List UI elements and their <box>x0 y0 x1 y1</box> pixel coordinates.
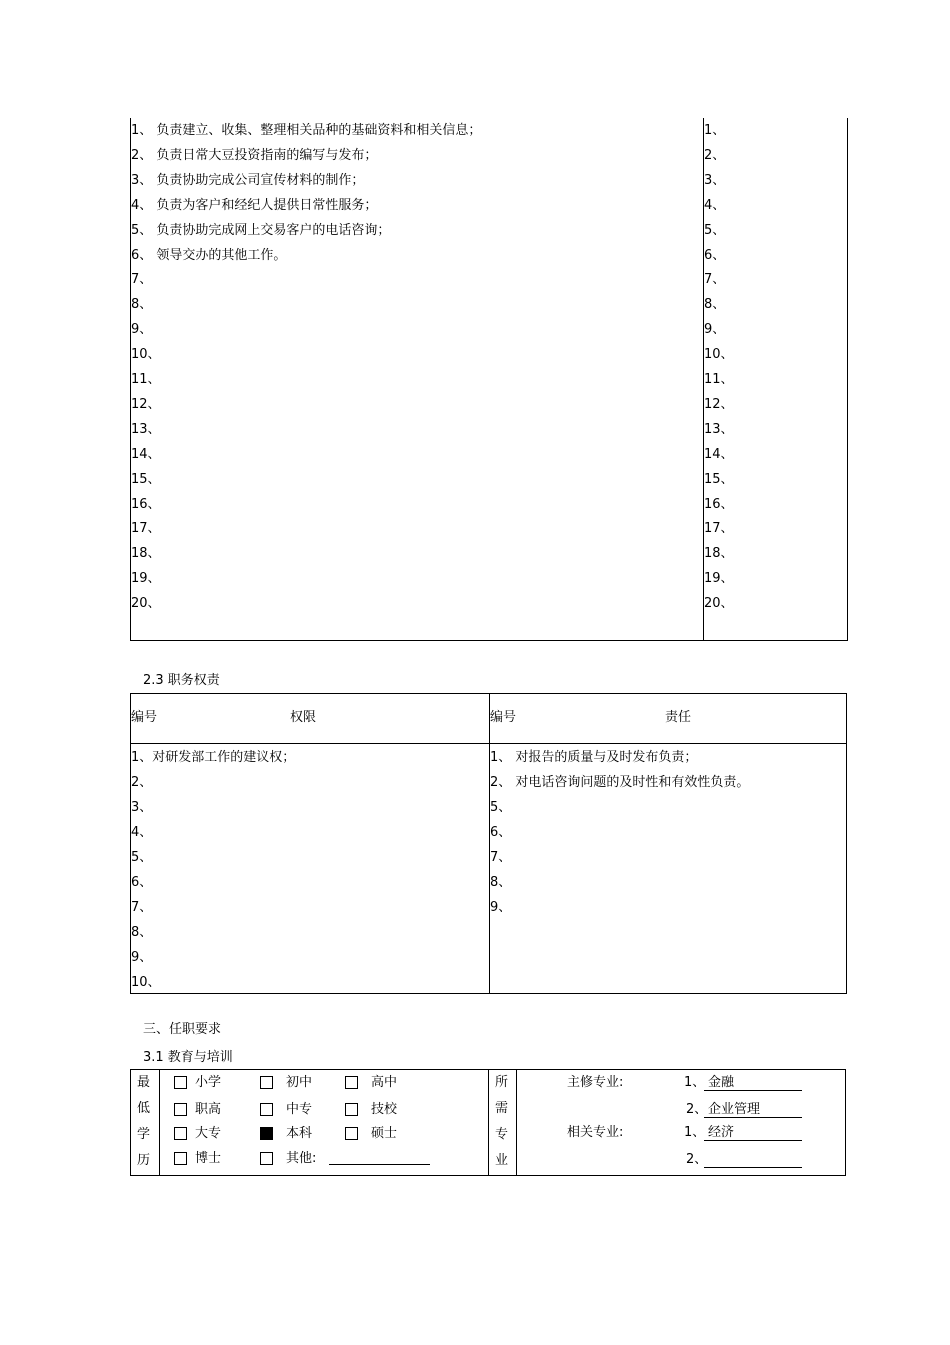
duty-number-item: 9、 <box>704 322 726 338</box>
authority-item: 3、 <box>131 800 153 815</box>
section-title-3-1: 3.1 教育与培训 <box>143 1050 233 1065</box>
duty-number-item: 13、 <box>704 421 734 437</box>
duty-item: 9、 <box>131 322 153 338</box>
education-checkbox[interactable] <box>345 1103 358 1116</box>
responsibility-item: 6、 <box>490 825 512 840</box>
header-number-left: 编号 <box>131 710 158 725</box>
duty-number-item: 19、 <box>704 571 734 587</box>
education-checkbox[interactable] <box>260 1127 273 1140</box>
duty-item: 15、 <box>131 471 161 487</box>
related-major-label: 相关专业: <box>567 1125 624 1140</box>
main-major-label: 主修专业: <box>567 1075 624 1090</box>
major-label-char: 所 <box>495 1075 509 1090</box>
duty-item: 13、 <box>131 421 161 437</box>
major-value-field[interactable]: 金融 <box>704 1075 802 1091</box>
duty-number-item: 15、 <box>704 471 734 487</box>
duty-item: 3、 负责协助完成公司宣传材料的制作； <box>131 172 365 188</box>
education-option-label: 其他: <box>286 1151 317 1166</box>
duties-left-column <box>131 122 701 622</box>
education-checkbox[interactable] <box>260 1152 273 1165</box>
duty-item: 8、 <box>131 297 153 313</box>
duty-number-item: 20、 <box>704 596 734 612</box>
education-checkbox[interactable] <box>174 1127 187 1140</box>
table-border-right <box>847 118 848 641</box>
duty-number-item: 10、 <box>704 347 734 363</box>
authority-item: 6、 <box>131 875 153 890</box>
duty-item: 5、 负责协助完成网上交易客户的电话咨询； <box>131 222 391 238</box>
responsibility-item: 5、 <box>490 800 512 815</box>
duty-number-item: 7、 <box>704 272 726 288</box>
edu-major-divider <box>488 1069 489 1176</box>
section-title-3: 三、任职要求 <box>143 1022 222 1037</box>
major-number: 2、 <box>686 1102 708 1117</box>
education-option-label: 高中 <box>371 1075 398 1090</box>
authority-item: 2、 <box>131 775 153 790</box>
duty-number-item: 4、 <box>704 197 726 213</box>
education-option-label: 小学 <box>195 1075 222 1090</box>
duty-item: 1、 负责建立、收集、整理相关品种的基础资料和相关信息； <box>131 123 482 138</box>
education-checkbox[interactable] <box>174 1076 187 1089</box>
education-checkbox[interactable] <box>174 1152 187 1165</box>
major-value-field[interactable]: 企业管理 <box>704 1102 802 1118</box>
duty-item: 6、 领导交办的其他工作。 <box>131 247 287 263</box>
education-option-label: 本科 <box>286 1126 313 1141</box>
other-education-field[interactable] <box>329 1148 430 1165</box>
duty-item: 17、 <box>131 521 161 537</box>
responsibility-item: 1、 对报告的质量与及时发布负责； <box>490 750 698 765</box>
responsibility-item: 9、 <box>490 900 512 915</box>
duty-item: 14、 <box>131 446 161 462</box>
major-label-char: 需 <box>495 1101 509 1116</box>
duty-item: 18、 <box>131 546 161 562</box>
major-value-field[interactable] <box>704 1152 802 1168</box>
duty-number-item: 14、 <box>704 446 734 462</box>
edu-label-char: 低 <box>137 1101 151 1116</box>
education-option-label: 技校 <box>371 1102 398 1117</box>
duty-number-item: 5、 <box>704 222 726 238</box>
education-checkbox[interactable] <box>260 1103 273 1116</box>
table-border-bottom <box>130 640 848 641</box>
authority-item: 9、 <box>131 950 153 965</box>
duty-number-item: 11、 <box>704 372 734 387</box>
duty-item: 19、 <box>131 571 161 587</box>
duty-item: 2、 负责日常大豆投资指南的编写与发布； <box>131 147 378 163</box>
major-number: 1、 <box>684 1125 706 1140</box>
education-checkbox[interactable] <box>345 1076 358 1089</box>
responsibility-item: 2、 对电话咨询问题的及时性和有效性负责。 <box>490 775 750 790</box>
duty-number-item: 8、 <box>704 297 726 313</box>
duty-number-item: 17、 <box>704 521 734 537</box>
authority-item: 1、对研发部工作的建议权； <box>131 750 296 765</box>
edu-label-char: 学 <box>137 1127 151 1142</box>
duty-item: 10、 <box>131 347 161 363</box>
authority-item: 10、 <box>131 975 161 990</box>
major-label-divider <box>516 1069 517 1176</box>
education-option-label: 硕士 <box>371 1126 398 1141</box>
authority-item: 5、 <box>131 850 153 865</box>
duty-number-item: 3、 <box>704 172 726 188</box>
duty-item: 16、 <box>131 496 161 512</box>
edu-label-char: 最 <box>137 1075 151 1090</box>
duty-number-item: 18、 <box>704 546 734 562</box>
duty-number-item: 1、 <box>704 123 726 138</box>
major-label-char: 专 <box>495 1127 509 1142</box>
section-title-2-3: 2.3 职务权责 <box>143 673 220 688</box>
major-number: 2、 <box>686 1152 708 1167</box>
major-value-field[interactable]: 经济 <box>704 1125 802 1141</box>
duty-item: 20、 <box>131 596 161 612</box>
major-label-char: 业 <box>495 1153 509 1168</box>
authority-item: 8、 <box>131 925 153 940</box>
duty-item: 7、 <box>131 272 153 288</box>
duty-number-item: 16、 <box>704 496 734 512</box>
authority-item: 4、 <box>131 825 153 840</box>
duty-item: 12、 <box>131 396 161 412</box>
education-option-label: 博士 <box>195 1151 222 1166</box>
duty-item: 4、 负责为客户和经纪人提供日常性服务； <box>131 197 378 213</box>
education-checkbox[interactable] <box>174 1103 187 1116</box>
education-option-label: 大专 <box>195 1126 222 1141</box>
responsibility-item: 7、 <box>490 850 512 865</box>
education-option-label: 职高 <box>195 1102 222 1117</box>
education-option-label: 中专 <box>286 1102 313 1117</box>
authority-column-divider <box>489 693 490 994</box>
duty-number-item: 6、 <box>704 247 726 263</box>
education-option-label: 初中 <box>286 1075 313 1090</box>
header-number-right: 编号 <box>490 710 517 725</box>
authority-item: 7、 <box>131 900 153 915</box>
duty-item: 11、 <box>131 372 161 387</box>
education-checkbox[interactable] <box>345 1127 358 1140</box>
responsibility-item: 8、 <box>490 875 512 890</box>
header-authority: 权限 <box>290 710 317 725</box>
duties-right-column <box>704 122 844 622</box>
header-responsibility: 责任 <box>665 710 692 725</box>
duty-number-item: 12、 <box>704 396 734 412</box>
edu-label-divider <box>159 1069 160 1176</box>
education-checkbox[interactable] <box>260 1076 273 1089</box>
edu-label-char: 历 <box>137 1153 151 1168</box>
duty-number-item: 2、 <box>704 147 726 163</box>
major-number: 1、 <box>684 1075 706 1090</box>
